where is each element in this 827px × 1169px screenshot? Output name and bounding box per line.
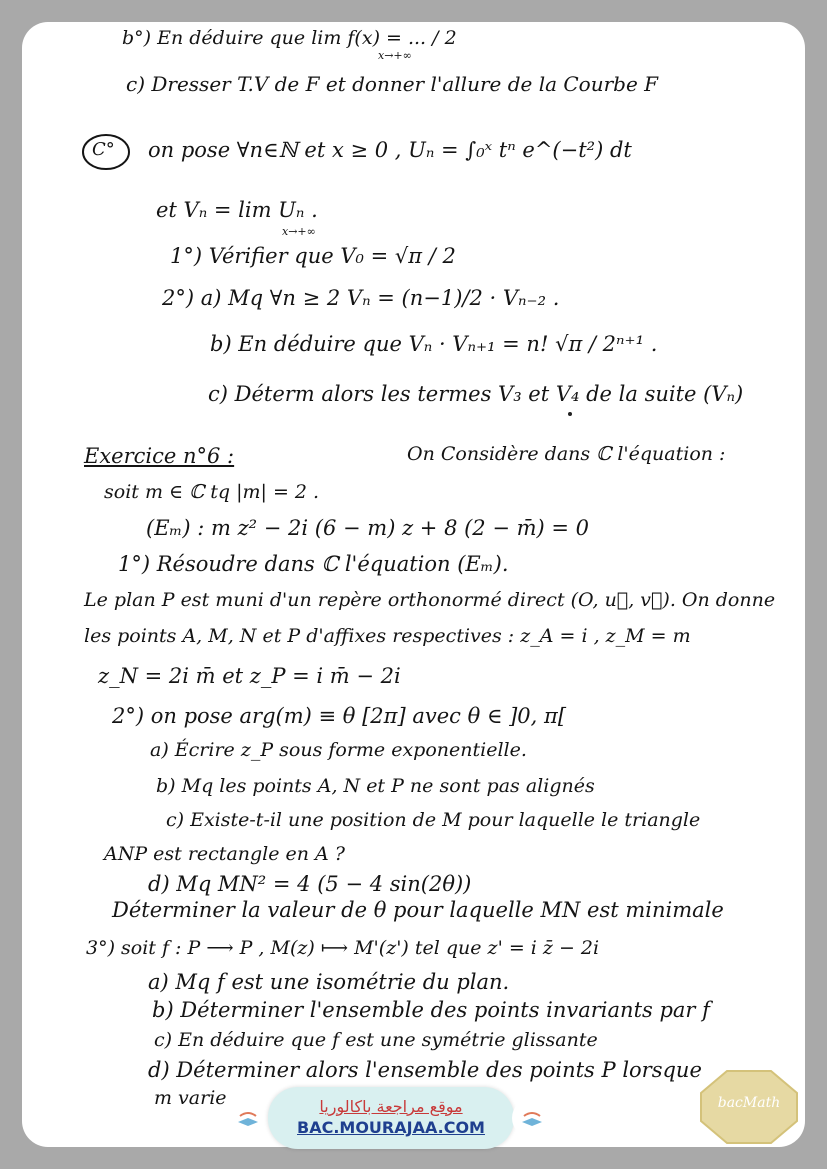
text-line-subscript: x→+∞: [378, 49, 412, 62]
text-line: On Considère dans ℂ l'équation :: [407, 443, 726, 465]
text-line: Le plan P est muni d'un repère orthonormé direct (O, u⃗, v⃗). On donne: [84, 589, 776, 611]
text-line: b) Déterminer l'ensemble des points invariants par f: [152, 998, 710, 1022]
bacmath-badge: [697, 1067, 801, 1147]
footer-url-link[interactable]: BAC.MOURAJAA.COM: [297, 1118, 485, 1137]
text-line: Déterminer la valeur de θ pour laquelle MN est minimale: [112, 898, 724, 922]
document-page: [22, 22, 805, 1147]
text-line: 1°) Résoudre dans ℂ l'équation (Eₘ).: [118, 552, 509, 576]
text-line: 1°) Vérifier que V₀ = √π / 2: [170, 244, 456, 268]
text-line: b) Mq les points A, N et P ne sont pas alignés: [156, 775, 595, 797]
text-line-label: C°: [92, 139, 115, 160]
text-line: m varie: [154, 1087, 227, 1109]
text-line: z_N = 2i m̄ et z_P = i m̄ − 2i: [98, 664, 401, 688]
text-line: d) Mq MN² = 4 (5 − 4 sin(2θ)): [148, 872, 472, 896]
footer-logo-right: [512, 1098, 552, 1138]
text-line: (Eₘ) : m z² − 2i (6 − m) z + 8 (2 − m̄) = 0: [146, 516, 590, 540]
text-line: et Vₙ = lim Uₙ .: [156, 198, 318, 222]
text-line: c) Déterm alors les termes V₃ et V₄ de la suite (Vₙ): [208, 382, 744, 406]
text-line: d) Déterminer alors l'ensemble des points P lorsque: [148, 1058, 702, 1082]
text-line-subscript: x→+∞: [282, 225, 316, 238]
book-icon: [518, 1104, 546, 1132]
text-line: soit m ∈ ℂ tq |m| = 2 .: [104, 481, 320, 503]
badge-label: bacMath: [717, 1095, 781, 1111]
ink-dot: [568, 412, 572, 416]
exercise-title: Exercice n°6 :: [84, 444, 235, 468]
text-line: b) En déduire que Vₙ · Vₙ₊₁ = n! √π / 2ⁿ⁺¹ .: [210, 332, 658, 356]
text-line: 3°) soit f : P ⟶ P , M(z) ⟼ M'(z') tel que z' = i z̄ − 2i: [86, 937, 600, 959]
text-line: c) En déduire que f est une symétrie glissante: [154, 1029, 598, 1051]
text-line: 2°) a) Mq ∀n ≥ 2 Vₙ = (n−1)/2 · Vₙ₋₂ .: [162, 286, 560, 310]
text-line: les points A, M, N et P d'affixes respectives : z_A = i , z_M = m: [84, 625, 691, 647]
text-line: on pose ∀n∈ℕ et x ≥ 0 , Uₙ = ∫₀ˣ tⁿ e^(−t²) dt: [148, 138, 632, 162]
text-line: 2°) on pose arg(m) ≡ θ [2π] avec θ ∈ ]0, π[: [112, 704, 567, 728]
text-line: c) Existe-t-il une position de M pour laquelle le triangle: [166, 809, 701, 831]
text-line: a) Mq f est une isométrie du plan.: [148, 970, 510, 994]
text-line: ANP est rectangle en A ?: [104, 843, 345, 865]
footer-site-banner[interactable]: [268, 1087, 514, 1149]
text-line: a) Écrire z_P sous forme exponentielle.: [150, 739, 527, 761]
footer-arabic-label: موقع مراجعة باكالوريا: [319, 1097, 463, 1116]
footer-logo-left: [228, 1098, 268, 1138]
book-icon: [234, 1104, 262, 1132]
text-line: b°) En déduire que lim f(x) = ... / 2: [122, 27, 457, 49]
text-line: c) Dresser T.V de F et donner l'allure de la Courbe F: [126, 72, 659, 96]
